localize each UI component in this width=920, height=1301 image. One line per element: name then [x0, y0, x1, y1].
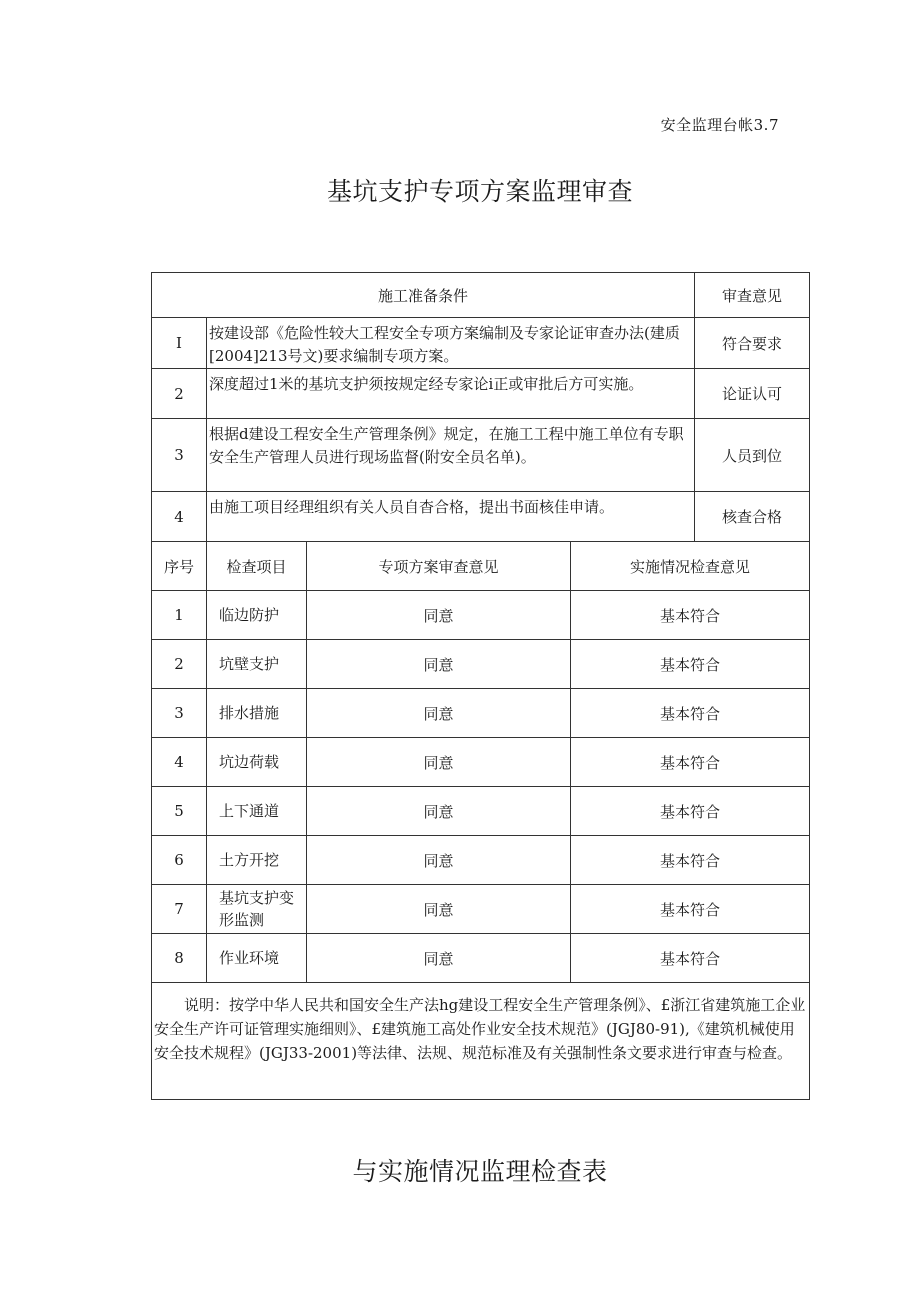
- check-row-plan: 同意: [307, 885, 571, 934]
- check-impl-header: 实施情况检查意见: [571, 542, 810, 591]
- review-table: [151, 272, 810, 1100]
- check-row-number: 4: [152, 738, 207, 787]
- prep-row: [152, 318, 810, 369]
- check-row-plan: 同意: [307, 591, 571, 640]
- check-row-number: 8: [152, 934, 207, 983]
- check-row-plan: 同意: [307, 689, 571, 738]
- prep-header-row: [152, 273, 810, 318]
- check-row-plan: 同意: [307, 787, 571, 836]
- check-row-impl: 基本符合: [571, 689, 810, 738]
- check-row-plan: 同意: [307, 934, 571, 983]
- prep-row-text: 根据d建设工程安全生产管理条例》规定，在施工工程中施工单位有专职安全生产管理人员进行现场监督(附安全员名单)。: [207, 419, 695, 492]
- check-row-impl: 基本符合: [571, 591, 810, 640]
- check-row-number: 3: [152, 689, 207, 738]
- note-text: 说明：按学中华人民共和国安全生产法hg建设工程安全生产管理条例》、£浙江省建筑施工企业安全生产许可证管理实施细则》、£建筑施工高处作业安全技术规范》(JGJ80-91),《建筑机械使用安全技术规程》(JGJ33-2001)等法律、法规、规范标准及有关强制性条文要求进行审查与检查。: [154, 996, 806, 1062]
- check-item-header: 检查项目: [207, 542, 307, 591]
- check-row: [152, 934, 810, 983]
- prep-row-opinion: 论证认可: [695, 369, 810, 419]
- ledger-reference: 安全监理台帐3.7: [660, 116, 779, 134]
- check-row-item: 作业环境: [207, 934, 307, 983]
- prep-row-number: 2: [152, 369, 207, 419]
- prep-opinion-header: 审查意见: [695, 273, 810, 318]
- prep-row: [152, 419, 810, 492]
- check-row: [152, 640, 810, 689]
- check-row: [152, 787, 810, 836]
- check-row-item: 临边防护: [207, 591, 307, 640]
- check-row-impl: 基本符合: [571, 885, 810, 934]
- check-row: [152, 885, 810, 934]
- check-row: [152, 738, 810, 787]
- check-row-number: 7: [152, 885, 207, 934]
- check-row-plan: 同意: [307, 836, 571, 885]
- check-no-header: 序号: [152, 542, 207, 591]
- check-row-number: 6: [152, 836, 207, 885]
- check-row-item: 坑边荷载: [207, 738, 307, 787]
- check-header-row: [152, 542, 810, 591]
- prep-row-opinion: 人员到位: [695, 419, 810, 492]
- check-row-number: 2: [152, 640, 207, 689]
- prep-row-number: I: [152, 318, 207, 369]
- check-row-impl: 基本符合: [571, 836, 810, 885]
- prep-row-text: 深度超过1米的基坑支护须按规定经专家论i正或审批后方可实施。: [207, 369, 695, 419]
- check-row-item: 基坑支护变形监测: [207, 885, 307, 934]
- prep-row-text: 由施工项目经理组织有关人员自杳合格，提出书面核佳申请。: [207, 492, 695, 542]
- check-row-impl: 基本符合: [571, 934, 810, 983]
- check-row: [152, 689, 810, 738]
- check-row-item: 土方开挖: [207, 836, 307, 885]
- check-row-plan: 同意: [307, 738, 571, 787]
- prep-row: [152, 369, 810, 419]
- page-title: 基坑支护专项方案监理审查: [326, 177, 633, 206]
- prep-row-number: 3: [152, 419, 207, 492]
- check-row-impl: 基本符合: [571, 787, 810, 836]
- check-row-impl: 基本符合: [571, 640, 810, 689]
- prep-conditions-header: 施工准备条件: [152, 273, 695, 318]
- check-row-item: 上下通道: [207, 787, 307, 836]
- check-row: [152, 836, 810, 885]
- prep-row-opinion: 核查合格: [695, 492, 810, 542]
- check-row-item: 坑壁支护: [207, 640, 307, 689]
- prep-row-number: 4: [152, 492, 207, 542]
- check-row-impl: 基本符合: [571, 738, 810, 787]
- check-row-number: 5: [152, 787, 207, 836]
- check-row: [152, 591, 810, 640]
- check-row-item: 排水措施: [207, 689, 307, 738]
- prep-row-text: 按建设部《危险性较大工程安全专项方案编制及专家论证审查办法(建质[2004]213号文)要求编制专项方案。: [207, 318, 695, 369]
- note-row: [152, 983, 810, 1100]
- check-row-number: 1: [152, 591, 207, 640]
- check-plan-header: 专项方案审查意见: [307, 542, 571, 591]
- footer-title: 与实施情况监理检查表: [352, 1157, 608, 1186]
- prep-row: [152, 492, 810, 542]
- prep-row-opinion: 符合要求: [695, 318, 810, 369]
- note-cell: [152, 983, 810, 1100]
- check-row-plan: 同意: [307, 640, 571, 689]
